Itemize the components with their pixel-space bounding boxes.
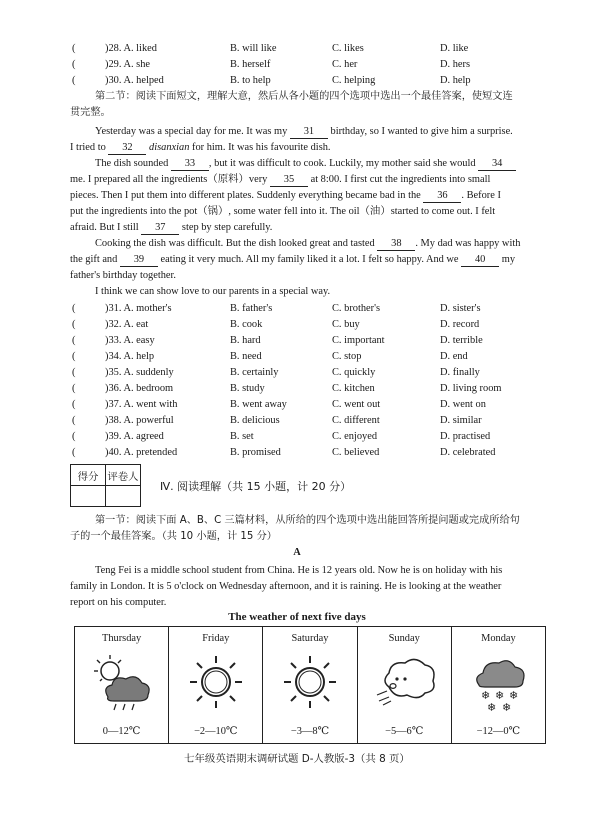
- option-d: D. practised: [440, 431, 491, 442]
- option-b: B. cook: [230, 319, 263, 330]
- option-b: B. set: [230, 431, 254, 442]
- weather-day-thursday: [75, 627, 169, 743]
- blank-38: 38: [377, 237, 415, 251]
- section2-instructions: 第二节：阅读下面短文，理解大意，然后从各小题的四个选项中选出一个最佳答案，使短文连: [95, 91, 513, 102]
- weather-title: The weather of next five days: [228, 611, 366, 623]
- day-name: Friday: [202, 633, 230, 644]
- option-a: )39. A. agreed: [105, 431, 164, 442]
- option-b: B. went away: [230, 399, 287, 410]
- blank-35: 35: [270, 173, 308, 187]
- option-a: )40. A. pretended: [105, 447, 178, 458]
- blank-33: 33: [171, 157, 209, 171]
- temperature: −5—6℃: [385, 726, 424, 737]
- option-c: C. went out: [332, 399, 381, 410]
- weather-day-monday: [452, 627, 545, 743]
- passage-line: The dish sounded 33 , but it was difficult to cook. Luckily, my mother said she would 34: [95, 157, 516, 171]
- section1-instructions: 第一节：阅读下面 A、B、C 三篇材料，从所给的四个选项中选出能回答所提问题或完成所给句: [95, 515, 520, 526]
- option-a: )29. A. she: [105, 59, 151, 70]
- blank-32: 32: [108, 141, 146, 155]
- option-b: B. need: [230, 351, 262, 362]
- option-b: B. promised: [230, 447, 281, 458]
- blank-34: 34: [478, 157, 516, 171]
- option-a: )33. A. easy: [105, 335, 155, 346]
- answer-paren: (: [72, 75, 76, 86]
- answer-paren: (: [72, 431, 76, 442]
- option-b: B. will like: [230, 43, 277, 54]
- option-d: D. like: [440, 43, 469, 54]
- blank-40: 40: [461, 253, 499, 267]
- option-a: )32. A. eat: [105, 319, 149, 330]
- passage-line: Cooking the dish was difficult. But the dish looked great and tasted 38 . My dad was happy with: [95, 238, 521, 249]
- option-d: D. hers: [440, 59, 471, 70]
- windy-cloud-icon: [375, 651, 441, 713]
- day-name: Thursday: [101, 633, 142, 644]
- passage-a-line: family in London. It is 5 o'clock on Wednesday afternoon, and it is raining. He is looking at the weather: [70, 581, 502, 592]
- option-d: D. went on: [440, 399, 486, 410]
- answer-paren: (: [72, 351, 76, 362]
- answer-paren: (: [72, 335, 76, 346]
- passage-line: pieces. Then I put them into different plates. Suddenly everything became bad in the 36 . Before I: [70, 190, 501, 201]
- weather-day-sunday: [358, 627, 452, 743]
- page-footer: 七年级英语期末调研试题 D-人教版-3（共 8 页）: [184, 753, 410, 765]
- option-b: B. herself: [230, 59, 271, 70]
- option-b: B. delicious: [230, 415, 280, 426]
- passage-a-line: Teng Fei is a middle school student from China. He is 12 years old. Now he is on holiday with his: [95, 565, 503, 576]
- option-d: D. similar: [440, 415, 482, 426]
- option-c: C. buy: [332, 319, 360, 330]
- passage-line: the gift and 39 eating it very much. All my family liked it a lot. I felt so happy. And we 40 my: [70, 254, 516, 265]
- option-c: C. important: [332, 335, 385, 346]
- option-c: C. quickly: [332, 367, 376, 378]
- answer-paren: (: [72, 43, 76, 54]
- answer-paren: (: [72, 59, 76, 70]
- section-4-title: Ⅳ. 阅读理解（共 15 小题，计 20 分）: [160, 480, 352, 493]
- option-d: D. end: [440, 351, 468, 362]
- option-d: D. terrible: [440, 335, 483, 346]
- option-b: B. certainly: [230, 367, 279, 378]
- option-c: C. stop: [332, 351, 362, 362]
- option-b: B. hard: [230, 335, 261, 346]
- answer-paren: (: [72, 303, 76, 314]
- svg-text:❄: ❄: [508, 689, 519, 702]
- svg-text:❄: ❄: [486, 701, 497, 713]
- option-a: )36. A. bedroom: [105, 383, 174, 394]
- section2-instructions-cont: 贯完整。: [70, 107, 111, 118]
- option-d: D. living room: [440, 383, 502, 394]
- answer-paren: (: [72, 447, 76, 458]
- option-a: )38. A. powerful: [105, 415, 174, 426]
- option-a: )34. A. help: [105, 351, 155, 362]
- part-label: A: [293, 547, 301, 558]
- blank-36: 36: [423, 189, 461, 203]
- option-a: )31. A. mother's: [105, 303, 172, 314]
- passage-line: I think we can show love to our parents in a special way.: [95, 286, 331, 297]
- sun-icon: [280, 651, 340, 713]
- weather-day-saturday: [263, 627, 357, 743]
- option-b: B. study: [230, 383, 265, 394]
- temperature: −12—0℃: [476, 726, 521, 737]
- option-a: )35. A. suddenly: [105, 367, 174, 378]
- svg-text:❄: ❄: [501, 701, 512, 713]
- blank-31: 31: [290, 125, 328, 139]
- option-d: D. finally: [440, 367, 480, 378]
- option-b: B. to help: [230, 75, 271, 86]
- option-c: C. kitchen: [332, 383, 375, 394]
- passage-line: I tried to 32 disanxian for him. It was his favourite dish.: [70, 142, 331, 153]
- option-c: C. brother's: [332, 303, 381, 314]
- temperature: −2—10℃: [194, 726, 238, 737]
- option-c: C. helping: [332, 75, 376, 86]
- option-c: C. likes: [332, 43, 364, 54]
- option-c: C. different: [332, 415, 380, 426]
- answer-paren: (: [72, 415, 76, 426]
- weather-table: [74, 626, 546, 744]
- temperature: −3—8℃: [290, 726, 330, 737]
- grader-cell: [106, 486, 141, 507]
- score-cell: [71, 486, 106, 507]
- sun-behind-rain-cloud-icon: [92, 651, 152, 713]
- svg-text:❄: ❄: [494, 689, 505, 702]
- day-name: Sunday: [388, 633, 420, 644]
- answer-paren: (: [72, 319, 76, 330]
- blank-37: 37: [141, 221, 179, 235]
- section1-instructions-cont: 子的一个最佳答案。（共 10 小题，计 15 分）: [70, 531, 277, 542]
- passage-a-line: report on his computer.: [70, 597, 167, 608]
- score-table: [70, 464, 141, 507]
- passage-line: father's birthday together.: [70, 270, 177, 281]
- snow-cloud-icon: [469, 651, 529, 713]
- answer-paren: (: [72, 399, 76, 410]
- passage-line: afraid. But I still 37 step by step carefully.: [70, 222, 273, 233]
- grader-label: 评卷人: [106, 465, 141, 486]
- option-a: )37. A. went with: [105, 399, 178, 410]
- sun-icon: [186, 651, 246, 713]
- option-c: C. her: [332, 59, 358, 70]
- passage-line: Yesterday was a special day for me. It was my 31 birthday, so I wanted to give him a surprise.: [95, 126, 513, 137]
- blank-39: 39: [120, 253, 158, 267]
- option-d: D. celebrated: [440, 447, 496, 458]
- option-c: C. enjoyed: [332, 431, 378, 442]
- answer-paren: (: [72, 367, 76, 378]
- answer-paren: (: [72, 383, 76, 394]
- passage-line: put the ingredients into the pot（锅）, some water fell into it. The oil（油）started to come out. I felt: [70, 206, 496, 217]
- temperature: 0—12℃: [102, 726, 141, 737]
- day-name: Saturday: [291, 633, 329, 644]
- option-c: C. believed: [332, 447, 380, 458]
- passage-line: me. I prepared all the ingredients（原料）very 35 at 8:00. I first cut the ingredients into small: [70, 174, 491, 185]
- svg-text:❄: ❄: [480, 689, 491, 702]
- option-d: D. sister's: [440, 303, 481, 314]
- option-a: )28. A. liked: [105, 43, 157, 54]
- option-d: D. help: [440, 75, 471, 86]
- option-b: B. father's: [230, 303, 273, 314]
- score-label: 得分: [71, 465, 106, 486]
- option-a: )30. A. helped: [105, 75, 164, 86]
- weather-day-friday: [169, 627, 263, 743]
- option-d: D. record: [440, 319, 480, 330]
- day-name: Monday: [481, 633, 516, 644]
